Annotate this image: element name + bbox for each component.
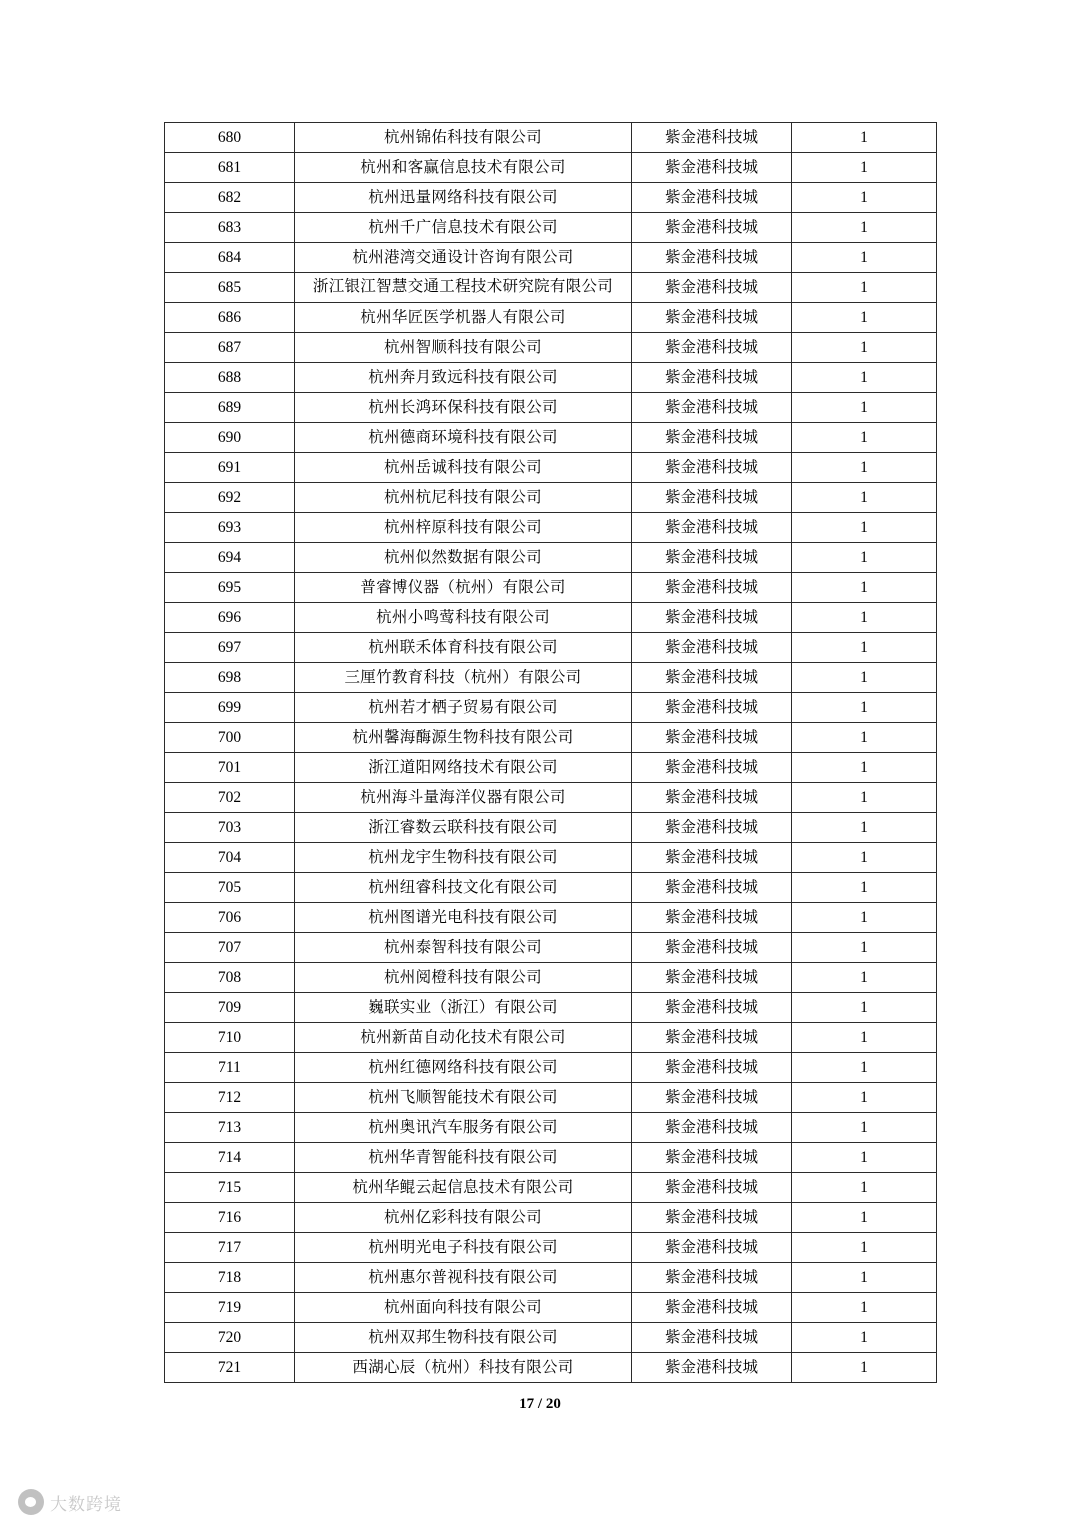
cell-park: 紫金港科技城 (632, 753, 792, 783)
cell-company-name (295, 753, 632, 783)
cell-park: 紫金港科技城 (632, 543, 792, 573)
cell-index: 689 (165, 393, 295, 423)
table-row (165, 723, 937, 753)
cell-count: 1 (792, 1173, 937, 1203)
cell-index: 719 (165, 1293, 295, 1323)
company-name-text: 浙江睿数云联科技有限公司 (368, 818, 558, 836)
cell-park: 紫金港科技城 (632, 843, 792, 873)
cell-count: 1 (792, 603, 937, 633)
table-row (165, 513, 937, 543)
cell-company-name (295, 603, 632, 633)
table-row (165, 1203, 937, 1233)
table-row (165, 963, 937, 993)
page-number: 17 / 20 (519, 1396, 561, 1412)
cell-company-name (295, 483, 632, 513)
table-body (165, 123, 937, 1383)
company-name-text: 杭州杭尼科技有限公司 (383, 488, 542, 506)
watermark (18, 1489, 122, 1515)
cell-index: 683 (165, 213, 295, 243)
cell-count: 1 (792, 933, 937, 963)
cell-park: 紫金港科技城 (632, 1263, 792, 1293)
cell-park: 紫金港科技城 (632, 1353, 792, 1383)
cell-park: 紫金港科技城 (632, 1023, 792, 1053)
cell-park: 紫金港科技城 (632, 663, 792, 693)
cell-company-name (295, 963, 632, 993)
cell-park: 紫金港科技城 (632, 813, 792, 843)
cell-company-name (295, 903, 632, 933)
watermark-logo-icon (18, 1489, 44, 1515)
cell-index: 706 (165, 903, 295, 933)
cell-index: 712 (165, 1083, 295, 1113)
table-row (165, 483, 937, 513)
cell-company-name (295, 423, 632, 453)
cell-company-name (295, 723, 632, 753)
cell-count: 1 (792, 123, 937, 153)
cell-company-name (295, 273, 632, 303)
table-row (165, 1023, 937, 1053)
table-row (165, 1083, 937, 1113)
cell-park: 紫金港科技城 (632, 1053, 792, 1083)
cell-park: 紫金港科技城 (632, 573, 792, 603)
cell-park: 紫金港科技城 (632, 1323, 792, 1353)
company-name-text: 杭州梓原科技有限公司 (383, 518, 542, 536)
table-row (165, 873, 937, 903)
table-row (165, 1233, 937, 1263)
cell-index: 690 (165, 423, 295, 453)
cell-park: 紫金港科技城 (632, 633, 792, 663)
cell-count: 1 (792, 213, 937, 243)
company-name-text: 杭州奥讯汽车服务有限公司 (368, 1118, 558, 1136)
cell-count: 1 (792, 333, 937, 363)
cell-index: 688 (165, 363, 295, 393)
cell-park: 紫金港科技城 (632, 933, 792, 963)
cell-index: 699 (165, 693, 295, 723)
cell-index: 696 (165, 603, 295, 633)
cell-count: 1 (792, 243, 937, 273)
cell-index: 711 (165, 1053, 295, 1083)
cell-count: 1 (792, 993, 937, 1023)
cell-index: 695 (165, 573, 295, 603)
company-name-text: 巍联实业（浙江）有限公司 (368, 998, 558, 1016)
cell-count: 1 (792, 483, 937, 513)
cell-index: 714 (165, 1143, 295, 1173)
cell-count: 1 (792, 393, 937, 423)
cell-company-name (295, 1023, 632, 1053)
cell-park: 紫金港科技城 (632, 243, 792, 273)
cell-count: 1 (792, 363, 937, 393)
cell-count: 1 (792, 1083, 937, 1113)
table-row (165, 1353, 937, 1383)
company-name-text: 杭州新苗自动化技术有限公司 (360, 1028, 566, 1046)
cell-park: 紫金港科技城 (632, 1233, 792, 1263)
cell-company-name (295, 843, 632, 873)
company-name-text: 杭州阅橙科技有限公司 (383, 968, 542, 986)
cell-park: 紫金港科技城 (632, 1143, 792, 1173)
company-name-text: 杭州泰智科技有限公司 (383, 938, 542, 956)
cell-company-name (295, 363, 632, 393)
cell-index: 700 (165, 723, 295, 753)
company-name-text: 杭州飞顺智能技术有限公司 (368, 1088, 558, 1106)
table-row (165, 273, 937, 303)
cell-count: 1 (792, 1113, 937, 1143)
cell-company-name (295, 303, 632, 333)
cell-index: 715 (165, 1173, 295, 1203)
cell-company-name (295, 873, 632, 903)
cell-count: 1 (792, 303, 937, 333)
cell-count: 1 (792, 813, 937, 843)
company-name-text: 杭州华匠医学机器人有限公司 (360, 308, 566, 326)
company-name-text: 杭州惠尔普视科技有限公司 (368, 1268, 558, 1286)
company-name-text: 浙江道阳网络技术有限公司 (368, 758, 558, 776)
cell-company-name (295, 183, 632, 213)
cell-company-name (295, 1083, 632, 1113)
cell-index: 694 (165, 543, 295, 573)
cell-count: 1 (792, 273, 937, 303)
table-row (165, 693, 937, 723)
cell-park: 紫金港科技城 (632, 873, 792, 903)
cell-company-name (295, 933, 632, 963)
cell-count: 1 (792, 783, 937, 813)
cell-company-name (295, 1353, 632, 1383)
table-row (165, 123, 937, 153)
table-row (165, 663, 937, 693)
cell-count: 1 (792, 573, 937, 603)
cell-index: 682 (165, 183, 295, 213)
cell-company-name (295, 153, 632, 183)
cell-park: 紫金港科技城 (632, 693, 792, 723)
table-row (165, 843, 937, 873)
cell-park: 紫金港科技城 (632, 453, 792, 483)
cell-company-name (295, 123, 632, 153)
cell-company-name (295, 663, 632, 693)
cell-index: 717 (165, 1233, 295, 1263)
cell-count: 1 (792, 693, 937, 723)
cell-index: 681 (165, 153, 295, 183)
cell-company-name (295, 813, 632, 843)
cell-count: 1 (792, 1203, 937, 1233)
cell-index: 686 (165, 303, 295, 333)
cell-index: 685 (165, 273, 295, 303)
cell-company-name (295, 633, 632, 663)
table-row (165, 543, 937, 573)
cell-company-name (295, 1113, 632, 1143)
cell-park: 紫金港科技城 (632, 603, 792, 633)
cell-park: 紫金港科技城 (632, 903, 792, 933)
table-row (165, 1143, 937, 1173)
cell-count: 1 (792, 543, 937, 573)
cell-count: 1 (792, 723, 937, 753)
cell-index: 709 (165, 993, 295, 1023)
cell-company-name (295, 1293, 632, 1323)
table-row (165, 1173, 937, 1203)
cell-company-name (295, 1203, 632, 1233)
table-row (165, 303, 937, 333)
company-name-text: 杭州馨海酶源生物科技有限公司 (352, 728, 574, 746)
company-name-text: 杭州红德网络科技有限公司 (368, 1058, 558, 1076)
table-row (165, 573, 937, 603)
cell-index: 708 (165, 963, 295, 993)
table-row (165, 933, 937, 963)
table-row (165, 1293, 937, 1323)
table-row (165, 393, 937, 423)
company-registry-table-wrapper (164, 122, 916, 1383)
cell-index: 687 (165, 333, 295, 363)
table-row (165, 213, 937, 243)
cell-company-name (295, 1263, 632, 1293)
cell-count: 1 (792, 1293, 937, 1323)
company-name-text: 普睿博仪器（杭州）有限公司 (360, 578, 566, 596)
cell-count: 1 (792, 1323, 937, 1353)
company-name-text: 杭州纽睿科技文化有限公司 (368, 878, 558, 896)
cell-index: 684 (165, 243, 295, 273)
table-row (165, 363, 937, 393)
cell-index: 703 (165, 813, 295, 843)
company-name-text: 杭州锦佑科技有限公司 (383, 128, 542, 146)
cell-company-name (295, 1233, 632, 1263)
company-name-text: 杭州龙宇生物科技有限公司 (368, 848, 558, 866)
cell-park: 紫金港科技城 (632, 153, 792, 183)
company-name-text: 杭州亿彩科技有限公司 (383, 1208, 542, 1226)
cell-park: 紫金港科技城 (632, 723, 792, 753)
cell-index: 698 (165, 663, 295, 693)
cell-park: 紫金港科技城 (632, 1203, 792, 1233)
table-row (165, 423, 937, 453)
cell-park: 紫金港科技城 (632, 783, 792, 813)
table-row (165, 783, 937, 813)
cell-index: 705 (165, 873, 295, 903)
cell-park: 紫金港科技城 (632, 123, 792, 153)
company-name-text: 杭州华鲲云起信息技术有限公司 (352, 1178, 574, 1196)
cell-count: 1 (792, 1023, 937, 1053)
cell-count: 1 (792, 963, 937, 993)
table-row (165, 1323, 937, 1353)
company-name-text: 杭州和客赢信息技术有限公司 (360, 158, 566, 176)
cell-index: 701 (165, 753, 295, 783)
cell-count: 1 (792, 1053, 937, 1083)
company-name-text: 杭州面向科技有限公司 (383, 1298, 542, 1316)
table-row (165, 753, 937, 783)
cell-park: 紫金港科技城 (632, 1173, 792, 1203)
cell-park: 紫金港科技城 (632, 423, 792, 453)
cell-index: 721 (165, 1353, 295, 1383)
cell-count: 1 (792, 1143, 937, 1173)
cell-index: 710 (165, 1023, 295, 1053)
cell-company-name (295, 1053, 632, 1083)
cell-park: 紫金港科技城 (632, 993, 792, 1023)
cell-index: 680 (165, 123, 295, 153)
cell-company-name (295, 573, 632, 603)
cell-park: 紫金港科技城 (632, 183, 792, 213)
cell-company-name (295, 543, 632, 573)
company-name-text: 杭州双邦生物科技有限公司 (368, 1328, 558, 1346)
cell-company-name (295, 1143, 632, 1173)
cell-park: 紫金港科技城 (632, 1293, 792, 1323)
table-row (165, 453, 937, 483)
cell-index: 702 (165, 783, 295, 813)
watermark-label: 大数跨境 (50, 1494, 122, 1514)
cell-count: 1 (792, 1353, 937, 1383)
company-name-text: 杭州明光电子科技有限公司 (368, 1238, 558, 1256)
cell-park: 紫金港科技城 (632, 213, 792, 243)
cell-park: 紫金港科技城 (632, 513, 792, 543)
company-name-text: 杭州图谱光电科技有限公司 (368, 908, 558, 926)
cell-index: 691 (165, 453, 295, 483)
table-row (165, 633, 937, 663)
cell-company-name (295, 693, 632, 723)
company-name-text: 杭州联禾体育科技有限公司 (368, 638, 558, 656)
company-name-text: 浙江银江智慧交通工程技术研究院有限公司 (312, 278, 614, 296)
cell-index: 707 (165, 933, 295, 963)
cell-park: 紫金港科技城 (632, 483, 792, 513)
company-name-text: 杭州港湾交通设计咨询有限公司 (352, 248, 574, 266)
cell-park: 紫金港科技城 (632, 1113, 792, 1143)
cell-company-name (295, 453, 632, 483)
company-name-text: 杭州海斗量海洋仪器有限公司 (360, 788, 566, 806)
cell-index: 718 (165, 1263, 295, 1293)
cell-count: 1 (792, 513, 937, 543)
cell-count: 1 (792, 1263, 937, 1293)
cell-company-name (295, 1323, 632, 1353)
cell-company-name (295, 1173, 632, 1203)
table-row (165, 1113, 937, 1143)
cell-park: 紫金港科技城 (632, 333, 792, 363)
cell-park: 紫金港科技城 (632, 363, 792, 393)
cell-index: 704 (165, 843, 295, 873)
table-row (165, 153, 937, 183)
company-name-text: 杭州似然数据有限公司 (383, 548, 542, 566)
table-row (165, 243, 937, 273)
cell-count: 1 (792, 663, 937, 693)
company-name-text: 西湖心辰（杭州）科技有限公司 (352, 1358, 574, 1376)
cell-company-name (295, 993, 632, 1023)
company-name-text: 杭州智顺科技有限公司 (383, 338, 542, 356)
company-name-text: 杭州千广信息技术有限公司 (368, 218, 558, 236)
company-name-text: 杭州德商环境科技有限公司 (368, 428, 558, 446)
company-name-text: 杭州岳诚科技有限公司 (383, 458, 542, 476)
cell-company-name (295, 783, 632, 813)
company-name-text: 杭州长鸿环保科技有限公司 (368, 398, 558, 416)
cell-count: 1 (792, 1233, 937, 1263)
cell-count: 1 (792, 453, 937, 483)
cell-company-name (295, 333, 632, 363)
cell-index: 716 (165, 1203, 295, 1233)
company-name-text: 杭州小鸣莺科技有限公司 (376, 608, 550, 626)
company-registry-table (164, 122, 937, 1383)
cell-index: 692 (165, 483, 295, 513)
cell-count: 1 (792, 633, 937, 663)
cell-park: 紫金港科技城 (632, 963, 792, 993)
table-row (165, 903, 937, 933)
cell-company-name (295, 393, 632, 423)
table-row (165, 183, 937, 213)
cell-company-name (295, 213, 632, 243)
cell-count: 1 (792, 903, 937, 933)
cell-index: 697 (165, 633, 295, 663)
cell-index: 693 (165, 513, 295, 543)
table-row (165, 1263, 937, 1293)
cell-park: 紫金港科技城 (632, 273, 792, 303)
table-row (165, 813, 937, 843)
cell-company-name (295, 513, 632, 543)
cell-count: 1 (792, 753, 937, 783)
company-name-text: 杭州华青智能科技有限公司 (368, 1148, 558, 1166)
cell-count: 1 (792, 873, 937, 903)
table-row (165, 1053, 937, 1083)
company-name-text: 杭州奔月致远科技有限公司 (368, 368, 558, 386)
company-name-text: 三厘竹教育科技（杭州）有限公司 (344, 668, 582, 686)
cell-count: 1 (792, 183, 937, 213)
cell-park: 紫金港科技城 (632, 393, 792, 423)
table-row (165, 993, 937, 1023)
company-name-text: 杭州迅量网络科技有限公司 (368, 188, 558, 206)
table-row (165, 603, 937, 633)
table-row (165, 333, 937, 363)
cell-company-name (295, 243, 632, 273)
cell-count: 1 (792, 153, 937, 183)
cell-park: 紫金港科技城 (632, 1083, 792, 1113)
cell-park: 紫金港科技城 (632, 303, 792, 333)
cell-index: 720 (165, 1323, 295, 1353)
company-name-text: 杭州若才栖子贸易有限公司 (368, 698, 558, 716)
cell-index: 713 (165, 1113, 295, 1143)
cell-count: 1 (792, 843, 937, 873)
cell-count: 1 (792, 423, 937, 453)
